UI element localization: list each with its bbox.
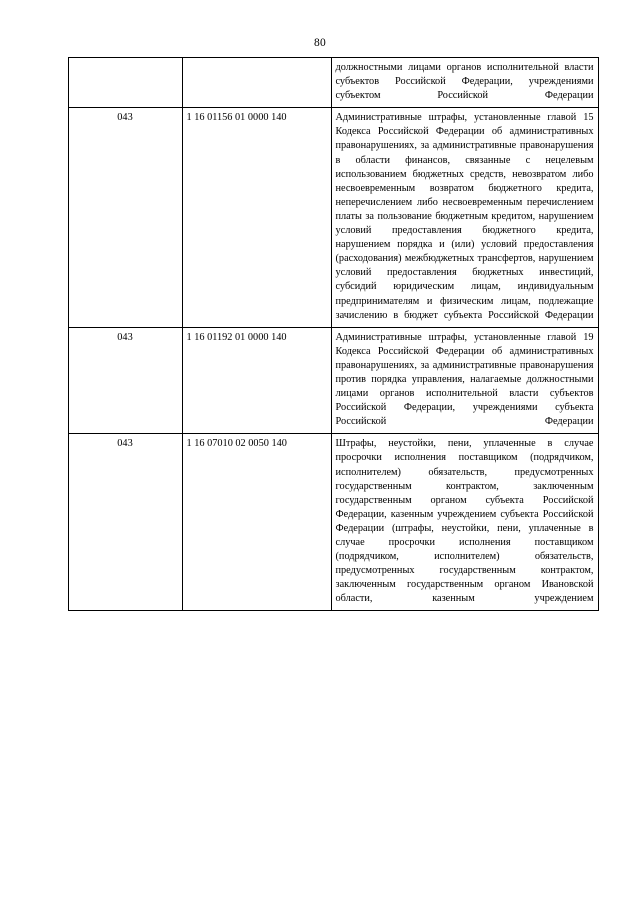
table-row bbox=[68, 58, 598, 108]
row-kbk-cell: 1 16 01192 01 0000 140 bbox=[182, 327, 331, 434]
row-description-cell bbox=[331, 58, 598, 108]
row-code-cell bbox=[68, 58, 182, 108]
table-row bbox=[68, 327, 598, 434]
row-description-text: Штрафы, неустойки, пени, уплаченные в случае просрочки исполнения поставщиком (подрядчиком, исполнителем) обязательств, предусмотренных государственным контрактом, заключенным государственным органом субъекта Российской Федерации, казенным учреждением субъекта Российской Федерации (штрафы, неустойки, пени, уплаченные в случае просрочки исполнения поставщиком (подрядчиком, исполнителем) обязательств, предусмотренных государственным контрактом, заключенным государственным органом Ивановской области, казенным учреждением bbox=[335, 438, 594, 605]
table-row bbox=[68, 108, 598, 327]
budget-codes-table bbox=[68, 57, 599, 611]
row-description-cell bbox=[331, 108, 598, 327]
row-code-cell: 043 bbox=[68, 327, 182, 434]
table-container bbox=[68, 57, 594, 611]
page-number: 80 bbox=[314, 37, 326, 49]
row-kbk-cell: 1 16 07010 02 0050 140 bbox=[182, 434, 331, 611]
row-description-text: должностными лицами органов исполнительной власти субъектов Российской Федерации, учреждениями субъектом Российской Федерации bbox=[335, 62, 594, 102]
row-kbk-cell bbox=[182, 58, 331, 108]
row-kbk-cell: 1 16 01156 01 0000 140 bbox=[182, 108, 331, 327]
row-code-cell: 043 bbox=[68, 434, 182, 611]
table-row bbox=[68, 434, 598, 611]
table-body bbox=[68, 58, 598, 611]
row-description-cell bbox=[331, 327, 598, 434]
row-description-text: Административные штрафы, установленные главой 19 Кодекса Российской Федерации об административных правонарушениях, за административные правонарушения против порядка управления, налагаемые должностными лицами органов исполнительной власти субъектов Российской Федерации, учреждениями субъекта Российской Федерации bbox=[335, 331, 594, 428]
row-description-cell bbox=[331, 434, 598, 611]
row-description-text: Административные штрафы, установленные главой 15 Кодекса Российской Федерации об административных правонарушениях, за административные правонарушения в области финансов, связанные с нецелевым использованием бюджетных средств, невозвратом либо несвоевременным возвратом бюджетного кредита, неперечислением либо несвоевременным перечислением платы за пользование бюджетным кредитом, нарушением условий предоставления бюджетного кредита, нарушением порядка и (или) условий предоставления (расходования) межбюджетных трансфертов, нарушением условий предоставления бюджетных инвестиций, субсидий юридическим лицам, индивидуальным предпринимателям и физическим лицам, подлежащие зачислению в бюджет субъекта Российской Федерации bbox=[335, 112, 594, 321]
row-code-cell: 043 bbox=[68, 108, 182, 327]
